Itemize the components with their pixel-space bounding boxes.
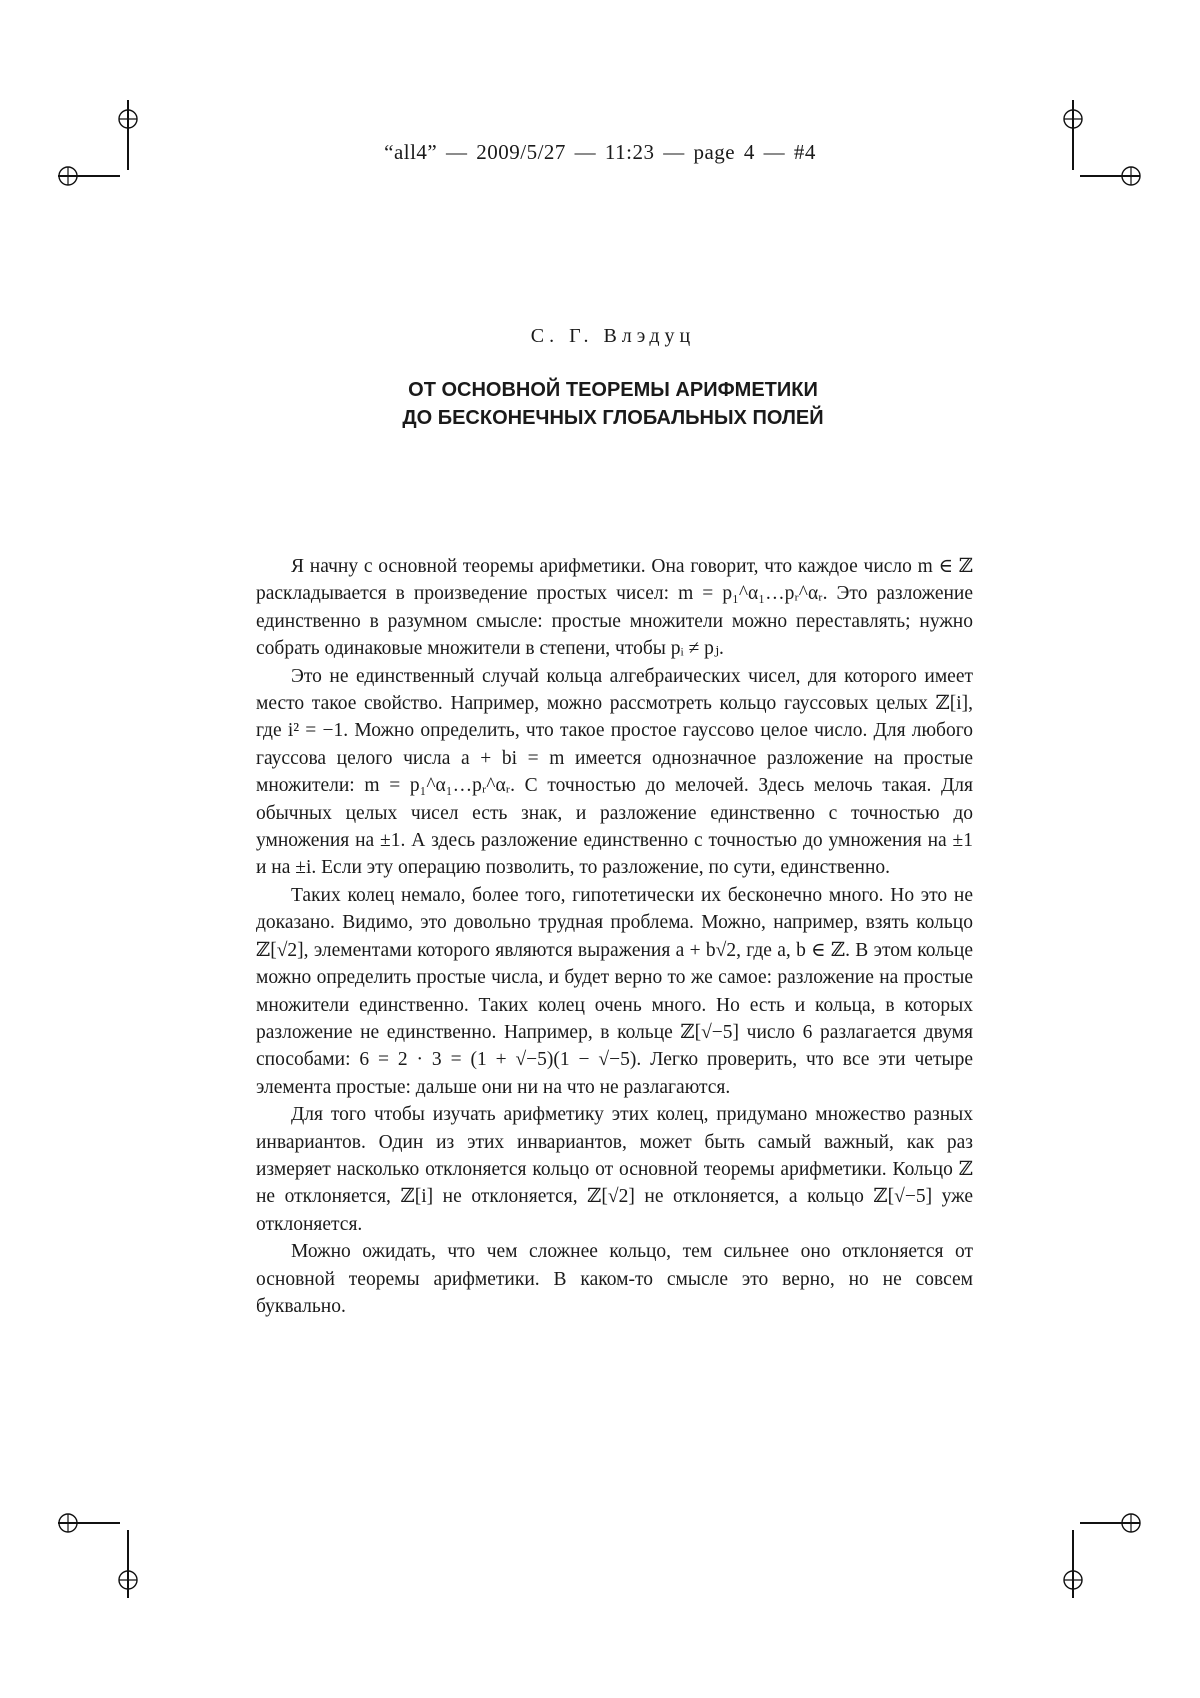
paragraph: Для того чтобы изучать арифметику этих колец, придумано множество разных инвариантов. Один из этих инвариантов, может быть самый важ­ный, как раз измеряет насколько отклоняется кольцо от основной теоремы арифметики. Кольцо ℤ не отклоняется, ℤ[i] не отклоняется, ℤ[√2] не отклоняется, а кольцо ℤ[√−5] уже отклоняется. <box>256 1101 973 1238</box>
title-line-2: ДО БЕСКОНЕЧНЫХ ГЛОБАЛЬНЫХ ПОЛЕЙ <box>0 404 1200 432</box>
author-name: С. Г. Влэдуц <box>0 325 1200 348</box>
paragraph: Я начну с основной теоремы арифметики. Она говорит, что каждое число m ∈ ℤ раскладывается в произведение простых чисел: m = p₁^α₁…pᵣ^αᵣ. Это разложение единственно в разумном смысле: простые множители можно переставлять; нужно собрать одинаковые множители в степени, чтобы pᵢ ≠ pⱼ. <box>256 553 973 663</box>
article-body <box>256 553 973 1320</box>
title-line-1: ОТ ОСНОВНОЙ ТЕОРЕМЫ АРИФМЕТИКИ <box>0 376 1200 404</box>
article-title <box>0 376 1200 432</box>
paragraph: Можно ожидать, что чем сложнее кольцо, тем сильнее оно отклоняется от основной теоремы арифметики. В каком-то смысле это верно, но не совсем буквально. <box>256 1238 973 1320</box>
paragraph: Это не единственный случай кольца алгебраических чисел, для кото­рого имеет место такое свойство. Например, можно рассмотреть кольцо гауссовых целых ℤ[i], где i² = −1. Можно определить, что такое простое гауссово целое число. Для любого гауссова целого числа a + bi = m име­ется однозначное разложение на простые множители: m = p₁^α₁…pᵣ^αᵣ. С точностью до мелочей. Здесь мелочь такая. Для обычных целых чисел есть знак, и разложение единственно с точностью до умножения на ±1. А здесь разложение единственно с точностью до умножения на ±1 и на ±i. Если эту операцию позволить, то разложение, по сути, единственно. <box>256 663 973 882</box>
paragraph: Таких колец немало, более того, гипотетически их бесконечно много. Но это не доказано. Видимо, это довольно трудная проблема. Можно, например, взять кольцо ℤ[√2], элементами которого являются выражения a + b√2, где a, b ∈ ℤ. В этом кольце можно определить простые числа, и будет верно то же самое: разложение на простые множители единствен­но. Таких колец очень много. Но есть и кольца, в которых разложение не единственно. Например, в кольце ℤ[√−5] число 6 разлагается двумя способами: 6 = 2 · 3 = (1 + √−5)(1 − √−5). Легко проверить, что все эти четыре элемента простые: дальше они ни на что не разлагаются. <box>256 882 973 1101</box>
running-head: “all4” — 2009/5/27 — 11:23 — page 4 — #4 <box>0 140 1200 165</box>
